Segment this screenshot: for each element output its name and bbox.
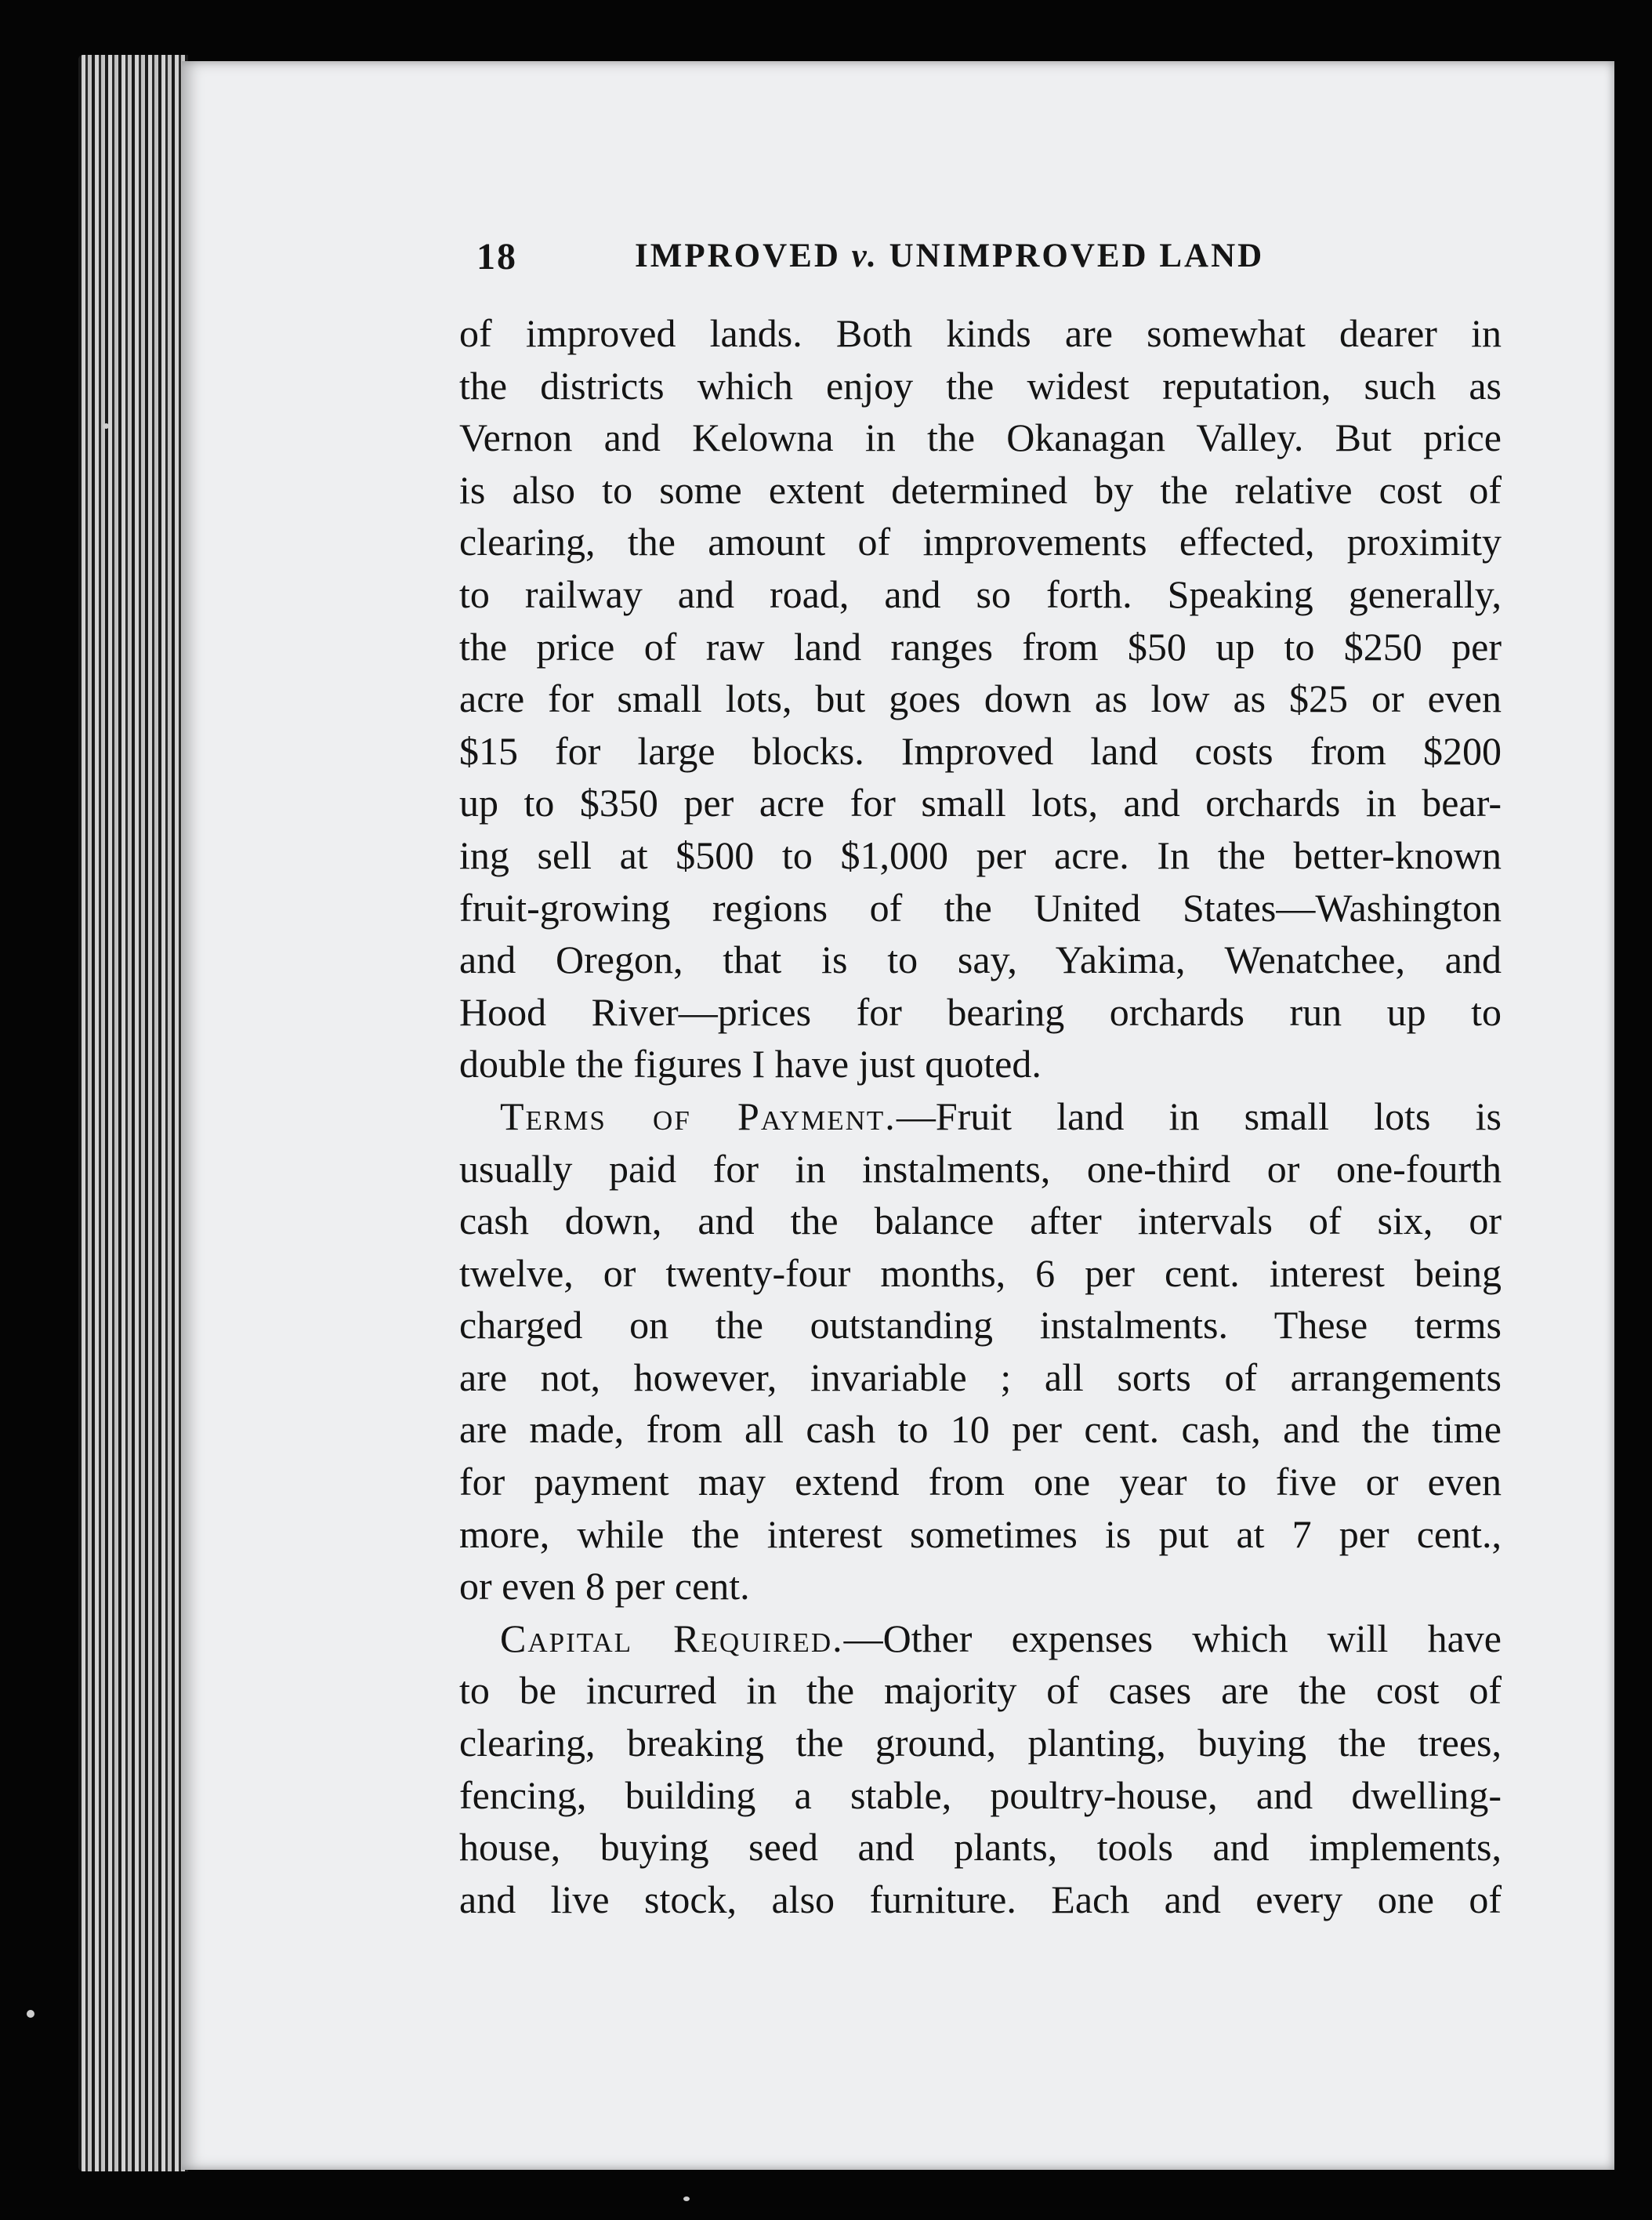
running-title	[635, 237, 1264, 275]
section-heading-capital-required: Capital Required.	[500, 1616, 844, 1660]
running-title-part-1: IMPROVED	[635, 238, 852, 274]
scan-speck	[683, 2196, 690, 2201]
text-line: more, while the interest sometimes is put at 7 per cent.,	[459, 1511, 1502, 1556]
running-title-part-2: UNIMPROVED LAND	[878, 238, 1265, 274]
text-line: to railway and road, and so forth. Speaking generally,	[459, 571, 1502, 616]
scan-speck	[27, 2010, 34, 2018]
scan-speck	[103, 423, 109, 429]
text-line: up to $350 per acre for small lots, and orchards in bear-	[459, 781, 1502, 825]
body-text	[459, 307, 1502, 1925]
text-line: the price of raw land ranges from $50 up to $250 per	[459, 624, 1502, 669]
text-run: —Fruit land in small lots is	[896, 1094, 1502, 1138]
text-line: or even 8 per cent.	[459, 1564, 750, 1609]
text-line: double the figures I have just quoted.	[459, 1042, 1042, 1086]
paragraph-first-line	[459, 1090, 1502, 1143]
text-run: —Other expenses which will have	[843, 1616, 1502, 1660]
book-page-edges	[78, 55, 188, 2171]
text-line: of improved lands. Both kinds are somewhat dearer in	[459, 311, 1502, 355]
page-number: 18	[476, 236, 517, 278]
text-line: cash down, and the balance after intervals of six, or	[459, 1199, 1502, 1243]
text-line: acre for small lots, but goes down as low as $25 or even	[459, 677, 1502, 721]
text-line: fruit-growing regions of the United States—Washington	[459, 885, 1502, 930]
text-line: are not, however, invariable ; all sorts of arrangements	[459, 1355, 1502, 1399]
text-line: fencing, building a stable, poultry-house, and dwelling-	[459, 1772, 1502, 1817]
text-line: and live stock, also furniture. Each and every one of	[459, 1877, 1502, 1921]
text-line: Hood River—prices for bearing orchards run up to	[459, 989, 1502, 1034]
running-header	[476, 235, 1348, 282]
section-heading-terms-of-payment: Terms of Payment.	[500, 1094, 897, 1138]
text-line: the districts which enjoy the widest reputation, such as	[459, 363, 1502, 408]
running-title-versus: v.	[851, 238, 879, 274]
text-line: house, buying seed and plants, tools and implements,	[459, 1825, 1502, 1870]
text-line: usually paid for in instalments, one-third or one-fourth	[459, 1146, 1502, 1191]
text-line: twelve, or twenty-four months, 6 per cent. interest being	[459, 1250, 1502, 1295]
text-line: and Oregon, that is to say, Yakima, Wenatchee, and	[459, 938, 1502, 982]
text-line: $15 for large blocks. Improved land costs from $200	[459, 728, 1502, 773]
text-line: charged on the outstanding instalments. These terms	[459, 1303, 1502, 1348]
text-line: is also to some extent determined by the relative cost of	[459, 467, 1502, 512]
text-line: are made, from all cash to 10 per cent. cash, and the time	[459, 1407, 1502, 1452]
text-line: clearing, the amount of improvements effected, proximity	[459, 520, 1502, 564]
text-line: to be incurred in the majority of cases are the cost of	[459, 1668, 1502, 1713]
text-line: ing sell at $500 to $1,000 per acre. In the better-known	[459, 832, 1502, 877]
text-line: Vernon and Kelowna in the Okanagan Valley. But price	[459, 415, 1502, 460]
text-line: for payment may extend from one year to five or even	[459, 1460, 1502, 1504]
paragraph-first-line	[459, 1612, 1502, 1665]
text-line: clearing, breaking the ground, planting, buying the trees,	[459, 1721, 1502, 1765]
